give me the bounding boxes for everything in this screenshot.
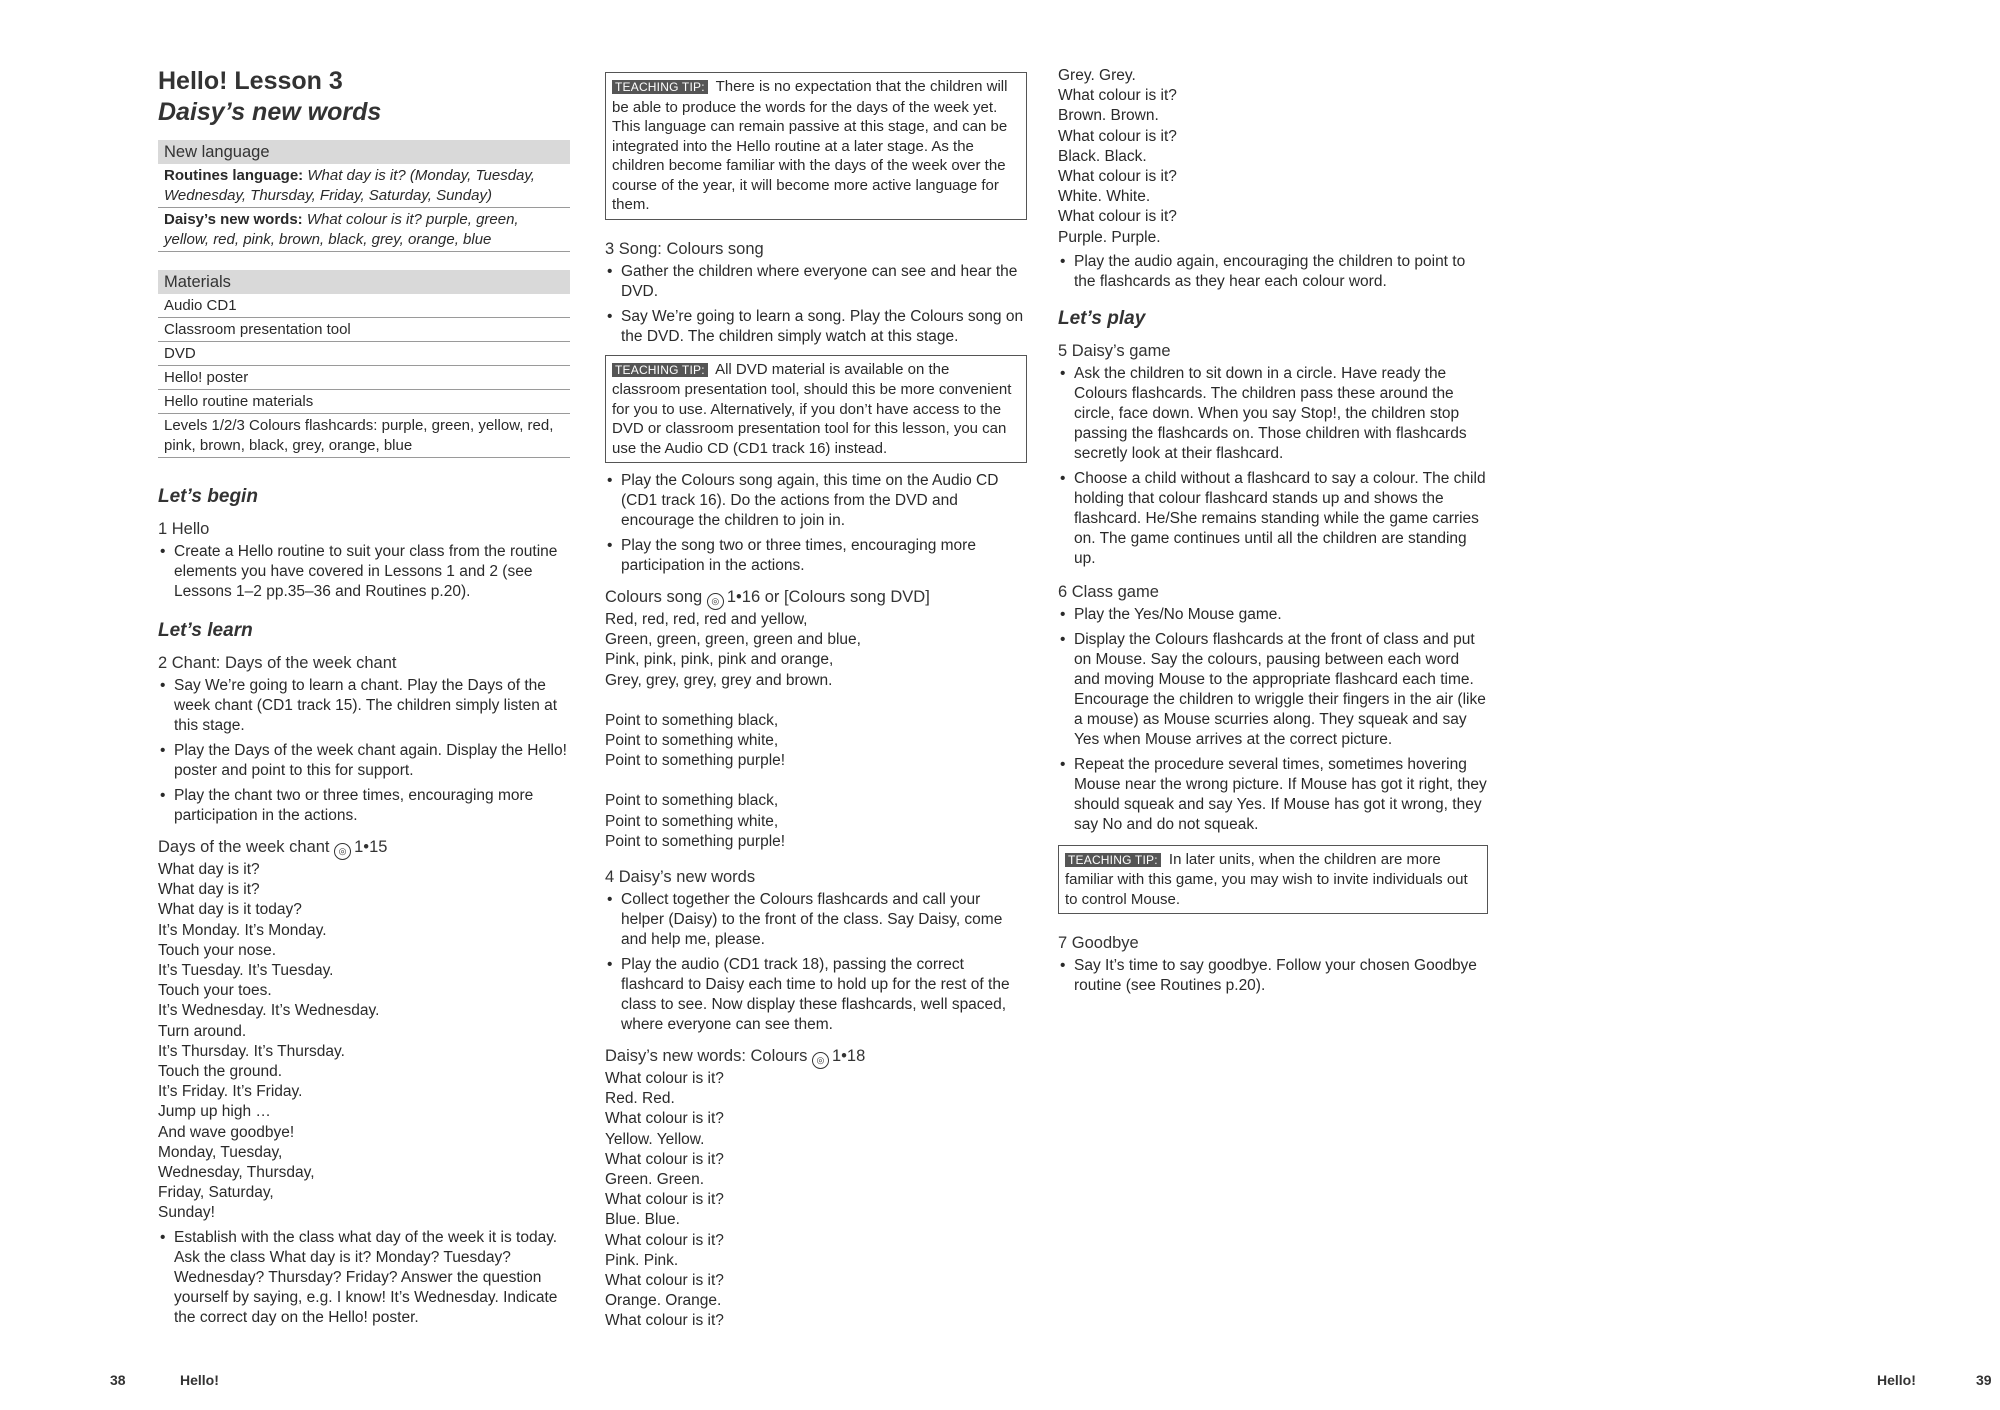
- step-5-heading: 5 Daisy’s game: [1058, 341, 1171, 360]
- teaching-tip-1: [605, 72, 1027, 220]
- words-title: Daisy’s new words: Colours: [605, 1047, 808, 1066]
- bullet: • Play the audio again, encouraging the children to point to the flashcards as they hear each colour word.: [1074, 252, 1488, 292]
- song-line: Pink, pink, pink, pink and orange,: [605, 651, 834, 669]
- bullet: • Say We’re going to learn a chant. Play the Days of the week chant (CD1 track 15). The children simply listen at this stage.: [174, 676, 570, 736]
- song-line: Point to something purple!: [605, 832, 786, 850]
- step-5-bullets: [1058, 364, 1488, 569]
- chant-line: What day is it today?: [158, 901, 302, 919]
- words-lyrics: [605, 1069, 1027, 1332]
- song-line: Point to something white,: [605, 812, 779, 830]
- bullet: • Gather the children where everyone can see and hear the DVD.: [621, 262, 1027, 302]
- words-lyrics-continued: [1058, 66, 1488, 248]
- step-3-heading: 3 Song: Colours song: [605, 239, 764, 258]
- words-track: 1•18: [831, 1047, 866, 1066]
- step-2-final-bullet: [158, 1228, 570, 1328]
- step-3-bullets: [605, 262, 1027, 347]
- teaching-tip-label: TEACHING TIP:: [1065, 853, 1161, 867]
- teaching-tip-text: All DVD material is available on the classroom presentation tool, should this be more convenient for you to use. Alternatively, if you don’t have access to the DVD or classroom presentation tool for this lesson, you can use the Audio CD (CD1 track 16) instead.: [612, 360, 1012, 457]
- bullet: • Play the Days of the week chant again. Display the Hello! poster and point to this for support.: [174, 741, 570, 781]
- words-line: What colour is it?: [1058, 127, 1177, 145]
- step-7-bullets: [1058, 956, 1488, 996]
- step-4-bullets: [605, 890, 1027, 1035]
- bullet: • Create a Hello routine to suit your class from the routine elements you have covered in Lessons 1 and 2 (see Lessons 1–2 pp.35–36 and Routines p.20).: [174, 542, 570, 602]
- bullet: • Say We’re going to learn a song. Play the Colours song on the DVD. The children simply watch at this stage.: [621, 307, 1027, 347]
- routines-value: What day is it? (Monday, Tuesday, Wednesday, Thursday, Friday, Saturday, Sunday): [164, 167, 535, 204]
- words-line: Purple. Purple.: [1058, 228, 1161, 246]
- song-line: Point to something black,: [605, 711, 779, 729]
- new-words-label: Daisy’s new words:: [164, 211, 303, 228]
- right-page-number: 39: [1976, 1372, 1992, 1388]
- words-line: Black. Black.: [1058, 147, 1147, 165]
- bullet: • Play the chant two or three times, encouraging more participation in the actions.: [174, 786, 570, 826]
- lets-begin-heading: Let’s begin: [158, 486, 258, 507]
- chant-line: Wednesday, Thursday,: [158, 1164, 315, 1182]
- song-verse-2: [605, 711, 1027, 772]
- words-line: White. White.: [1058, 188, 1151, 206]
- right-column: [1058, 0, 1488, 1001]
- left-page-number: 38: [110, 1372, 126, 1388]
- routines-label: Routines language:: [164, 167, 304, 184]
- song-line: Point to something white,: [605, 732, 779, 750]
- words-line: What colour is it?: [605, 1312, 724, 1330]
- step-4-heading: 4 Daisy’s new words: [605, 868, 756, 887]
- words-line: What colour is it?: [1058, 87, 1177, 105]
- step-1-bullets: [158, 542, 570, 602]
- teaching-tip-text: There is no expectation that the children will be able to produce the words for the days of the week yet. This language can remain passive at this stage, and can be integrated into the Hello routine at a later stage. As the children become familiar with the days of the week over the course of the year, it will become more active language for them.: [612, 78, 1008, 213]
- chant-line: Touch your nose.: [158, 941, 277, 959]
- lets-play-heading: Let’s play: [1058, 307, 1146, 329]
- song-line: Green, green, green, green and blue,: [605, 631, 861, 649]
- chant-line: Jump up high …: [158, 1103, 271, 1121]
- chant-line: Touch your toes.: [158, 982, 272, 1000]
- words-line: Orange. Orange.: [605, 1292, 722, 1310]
- chant-line: Monday, Tuesday,: [158, 1143, 283, 1161]
- chant-line: Turn around.: [158, 1022, 247, 1040]
- left-running-footer: Hello!: [180, 1372, 219, 1388]
- chant-line: Touch the ground.: [158, 1063, 283, 1081]
- words-line: What colour is it?: [1058, 208, 1177, 226]
- words-bullets: [1058, 252, 1488, 292]
- new-words-row: [158, 208, 570, 252]
- materials-item: Audio CD1: [158, 294, 570, 318]
- song-line: Red, red, red, red and yellow,: [605, 611, 808, 628]
- lesson-subtitle: Daisy’s new words: [158, 98, 382, 126]
- chant-heading: [158, 836, 570, 860]
- words-line: What colour is it?: [605, 1150, 724, 1168]
- cd-icon: ◎: [707, 593, 724, 610]
- words-line: What colour is it?: [605, 1070, 724, 1088]
- bullet: • Choose a child without a flashcard to say a colour. The child holding that colour flashcard stands up and shows the flashcard. He/She remains standing while the game carries on. The game continues until all the children are standing up.: [1074, 469, 1488, 569]
- song-heading: [605, 586, 1027, 610]
- words-line: Blue. Blue.: [605, 1211, 680, 1229]
- chant-line: It’s Friday. It’s Friday.: [158, 1083, 303, 1101]
- materials-item: DVD: [158, 342, 570, 366]
- materials-item: Levels 1/2/3 Colours flashcards: purple, green, yellow, red, pink, brown, black, grey, orange, blue: [158, 414, 570, 458]
- chant-line: It’s Monday. It’s Monday.: [158, 921, 327, 939]
- new-words-value: What colour is it? purple, green, yellow, red, pink, brown, black, grey, orange, blue: [164, 211, 519, 248]
- teaching-tip-label: TEACHING TIP:: [612, 363, 708, 377]
- chant-line: It’s Tuesday. It’s Tuesday.: [158, 962, 334, 980]
- chant-line: Sunday!: [158, 1204, 215, 1222]
- song-title: Colours song: [605, 588, 703, 606]
- bullet: • Collect together the Colours flashcards and call your helper (Daisy) to the front of the class. Say Daisy, come and help me, please.: [621, 890, 1027, 950]
- song-line: Point to something purple!: [605, 752, 786, 770]
- bullet: • Ask the children to sit down in a circle. Have ready the Colours flashcards. The children pass these around the circle, face down. When you say Stop!, the children stop passing the flashcards on. Those children with flashcards secretly look at their flashcard.: [1074, 364, 1488, 464]
- lets-learn-heading: Let’s learn: [158, 620, 253, 641]
- song-line: Grey, grey, grey, grey and brown.: [605, 671, 833, 689]
- chant-line: What day is it?: [158, 861, 260, 878]
- materials-item: Classroom presentation tool: [158, 318, 570, 342]
- bullet: • Play the audio (CD1 track 18), passing the correct flashcard to Daisy each time to hold up for the rest of the class to see. Now display these flashcards, well spaced, where everyone can see them.: [621, 955, 1027, 1035]
- chant-line: What day is it?: [158, 881, 260, 899]
- teaching-tip-label: TEACHING TIP:: [612, 80, 708, 94]
- step-1-heading: 1 Hello: [158, 520, 210, 538]
- step-6-bullets: [1058, 605, 1488, 835]
- words-line: Yellow. Yellow.: [605, 1130, 705, 1148]
- materials-heading: Materials: [158, 270, 570, 294]
- teaching-tip-2: [605, 355, 1027, 464]
- chant-lyrics: [158, 860, 570, 1224]
- materials-item: Hello routine materials: [158, 390, 570, 414]
- left-column: [158, 0, 570, 1333]
- words-line: Green. Green.: [605, 1171, 705, 1189]
- words-line: What colour is it?: [1058, 168, 1177, 186]
- words-line: What colour is it?: [605, 1191, 724, 1209]
- bullet: • Establish with the class what day of the week it is today. Ask the class What day is it? Monday? Tuesday? Wednesday? Thursday? Friday? Answer the question yourself by saying, e.g. I know! It’s Wednesday. Indicate the correct day on the Hello! poster.: [174, 1228, 570, 1328]
- words-line: Brown. Brown.: [1058, 107, 1159, 125]
- materials-item: Hello! poster: [158, 366, 570, 390]
- step-3-bullets-b: [605, 471, 1027, 576]
- teaching-tip-3: [1058, 845, 1488, 915]
- cd-icon: ◎: [812, 1052, 829, 1069]
- materials-box: [158, 270, 570, 458]
- song-verse-3: [605, 791, 1027, 852]
- middle-column: [605, 0, 1027, 1332]
- words-line: What colour is it?: [605, 1231, 724, 1249]
- new-language-box: [158, 140, 570, 252]
- bullet: • Play the song two or three times, encouraging more participation in the actions.: [621, 536, 1027, 576]
- chant-title: Days of the week chant: [158, 838, 330, 856]
- step-6-heading: 6 Class game: [1058, 582, 1159, 601]
- bullet: • Repeat the procedure several times, sometimes hovering Mouse near the wrong picture. If Mouse has got it right, they should squeak and say Yes. If Mouse has got it wrong, they say No and do not squeak.: [1074, 755, 1488, 835]
- song-line: Point to something black,: [605, 792, 779, 810]
- bullet: • Display the Colours flashcards at the front of class and put on Mouse. Say the colours, pausing between each word and moving Mouse to the appropriate flashcard each time. Encourage the children to wriggle their fingers in the air (like a mouse) as Mouse scurries along. They squeak and say Yes when Mouse arrives at the correct picture.: [1074, 630, 1488, 750]
- chant-line: And wave goodbye!: [158, 1123, 295, 1141]
- step-2-bullets: [158, 676, 570, 826]
- chant-line: It’s Thursday. It’s Thursday.: [158, 1042, 345, 1060]
- words-line: Grey. Grey.: [1058, 67, 1136, 84]
- routines-language-row: [158, 164, 570, 208]
- words-line: Red. Red.: [605, 1090, 675, 1108]
- song-verse-1: [605, 610, 1027, 691]
- words-line: What colour is it?: [605, 1272, 724, 1290]
- chant-line: It’s Wednesday. It’s Wednesday.: [158, 1002, 380, 1020]
- bullet: • Say It’s time to say goodbye. Follow your chosen Goodbye routine (see Routines p.20).: [1074, 956, 1488, 996]
- words-line: What colour is it?: [605, 1110, 724, 1128]
- song-track: 1•16 or [Colours song DVD]: [726, 588, 930, 606]
- right-running-footer: Hello!: [1877, 1372, 1916, 1388]
- cd-icon: ◎: [334, 843, 351, 860]
- new-language-heading: New language: [158, 140, 570, 164]
- step-2-heading: 2 Chant: Days of the week chant: [158, 654, 397, 672]
- bullet: • Play the Yes/No Mouse game.: [1074, 605, 1488, 625]
- words-line: Pink. Pink.: [605, 1251, 679, 1269]
- teaching-tip-text: In later units, when the children are more familiar with this game, you may wish to invite individuals out to control Mouse.: [1065, 850, 1468, 908]
- chant-line: Friday, Saturday,: [158, 1184, 274, 1202]
- words-heading: [605, 1045, 1027, 1069]
- step-7-heading: 7 Goodbye: [1058, 934, 1139, 953]
- lesson-title: Hello! Lesson 3: [158, 67, 343, 95]
- chant-track: 1•15: [354, 838, 388, 856]
- bullet: • Play the Colours song again, this time on the Audio CD (CD1 track 16). Do the actions from the DVD and encourage the children to join in.: [621, 471, 1027, 531]
